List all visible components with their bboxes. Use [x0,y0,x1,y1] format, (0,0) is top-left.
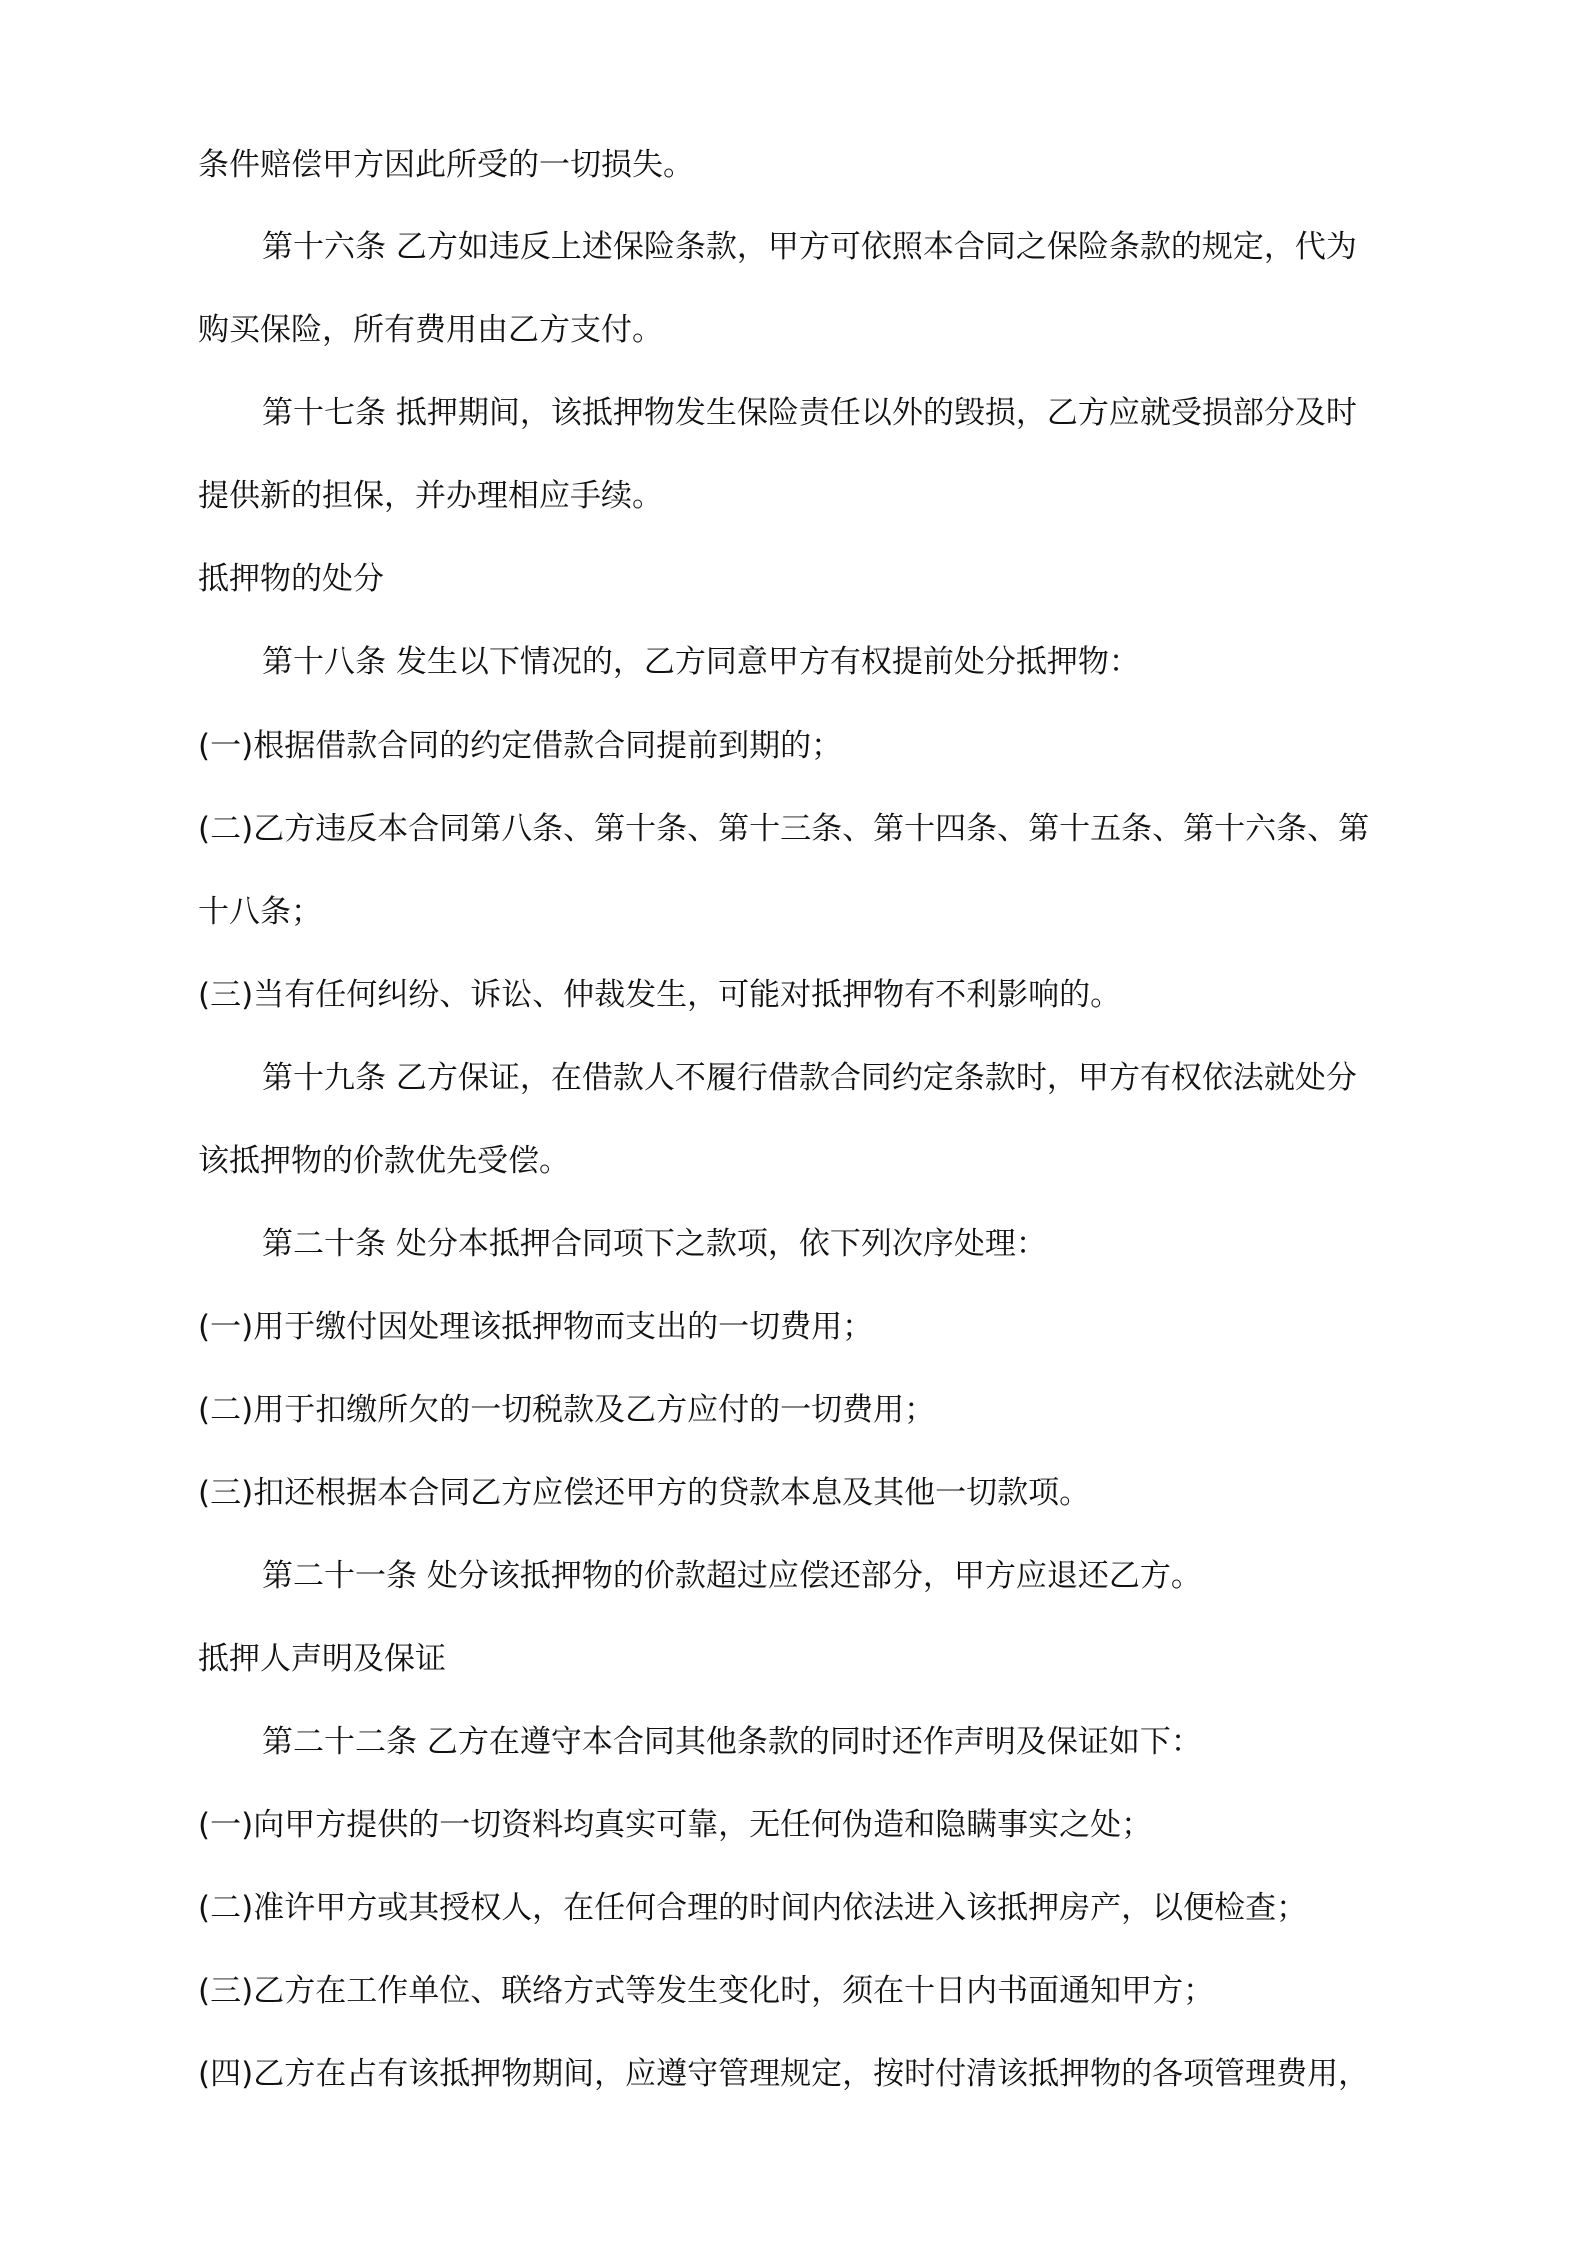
clause-20-item-2: (二)用于扣缴所欠的一切税款及乙方应付的一切费用； [198,1392,936,1428]
text-line-1: 条件赔偿甲方因此所受的一切损失。 [198,147,694,183]
clause-18-item-3: (三)当有任何纠纷、诉讼、仲裁发生，可能对抵押物有不利影响的。 [198,977,1122,1013]
clause-18-item-2-line-2: 十八条； [198,894,322,930]
clause-16-line-1: 第十六条 乙方如违反上述保险条款，甲方可依照本合同之保险条款的规定，代为 [262,229,1357,265]
clause-18-item-2-line-1: (二)乙方违反本合同第八条、第十条、第十三条、第十四条、第十五条、第十六条、第 [198,811,1370,847]
clause-17-line-2: 提供新的担保，并办理相应手续。 [198,478,663,514]
section-heading-disposal: 抵押物的处分 [198,561,384,597]
clause-20-line-1: 第二十条 处分本抵押合同项下之款项，依下列次序处理： [262,1226,1047,1262]
clause-22-line-1: 第二十二条 乙方在遵守本合同其他条款的同时还作声明及保证如下： [262,1724,1202,1760]
clause-21-line-1: 第二十一条 处分该抵押物的价款超过应偿还部分，甲方应退还乙方。 [262,1558,1202,1594]
clause-16-line-2: 购买保险，所有费用由乙方支付。 [198,312,663,348]
clause-17-line-1: 第十七条 抵押期间，该抵押物发生保险责任以外的毁损，乙方应就受损部分及时 [262,395,1357,431]
clause-22-item-2: (二)准许甲方或其授权人，在任何合理的时间内依法进入该抵押房产，以便检查； [198,1890,1308,1926]
clause-20-item-1: (一)用于缴付因处理该抵押物而支出的一切费用； [198,1309,874,1345]
clause-22-item-4: (四)乙方在占有该抵押物期间，应遵守管理规定，按时付清该抵押物的各项管理费用， [198,2056,1370,2092]
clause-18-line-1: 第十八条 发生以下情况的，乙方同意甲方有权提前处分抵押物： [262,644,1140,680]
clause-19-line-1: 第十九条 乙方保证，在借款人不履行借款合同约定条款时，甲方有权依法就处分 [262,1060,1357,1096]
clause-18-item-1: (一)根据借款合同的约定借款合同提前到期的； [198,728,843,764]
section-heading-declarations: 抵押人声明及保证 [198,1641,446,1677]
clause-20-item-3: (三)扣还根据本合同乙方应偿还甲方的贷款本息及其他一切款项。 [198,1475,1091,1511]
clause-22-item-1: (一)向甲方提供的一切资料均真实可靠，无任何伪造和隐瞒事实之处； [198,1807,1153,1843]
clause-19-line-2: 该抵押物的价款优先受偿。 [198,1143,570,1179]
clause-22-item-3: (三)乙方在工作单位、联络方式等发生变化时，须在十日内书面通知甲方； [198,1973,1215,2009]
